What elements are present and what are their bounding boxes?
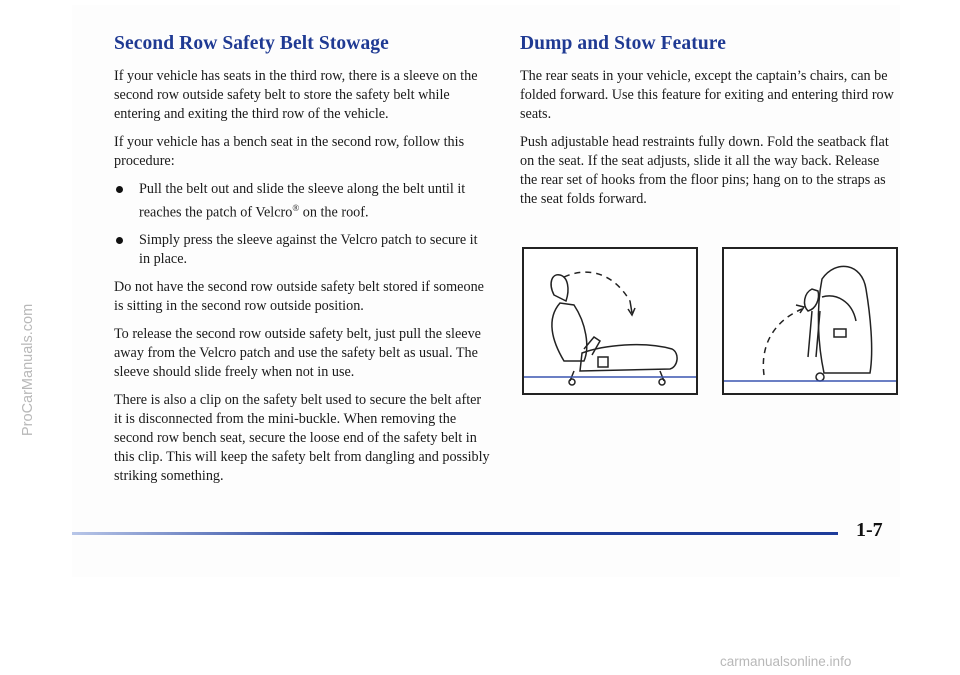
paragraph: Do not have the second row outside safety belt stored if someone is sitting in the second row outside position. xyxy=(114,278,484,314)
paragraph: If your vehicle has seats in the third row, there is a sleeve on the second row outside safety belt to store the safety belt while entering and exiting the third row of the vehicle. xyxy=(114,68,478,122)
footer-rule xyxy=(72,532,838,535)
bullet-text: Pull the belt out and slide the sleeve along the belt until it reaches the patch of Velcro xyxy=(139,181,466,221)
seat-upright-icon xyxy=(524,249,696,393)
paragraph: There is also a clip on the safety belt used to secure the belt after it is disconnected from the mini-buckle. When removing the second row bench seat, secure the loose end of the safety belt in this clip. This will keep the safety belt from dangling and possibly striking something. xyxy=(114,391,490,484)
side-watermark: ProCarManuals.com xyxy=(20,303,36,437)
registered-mark: ® xyxy=(292,203,300,213)
paragraph: Push adjustable head restraints fully down. Fold the seatback flat on the seat. If the seat adjusts, slide it all the way back. Release the rear set of hooks from the floor pins; hang on to the straps as the seat folds forward. xyxy=(520,134,889,207)
right-column xyxy=(520,33,900,218)
procedure-list xyxy=(114,180,492,269)
paragraph: To release the second row outside safety belt, just pull the sleeve away from the Velcro patch and use the safety belt as usual. The sleeve should slide freely when not in use. xyxy=(114,325,481,380)
seat-folded-illustration xyxy=(722,247,898,395)
section-heading-belt-stowage: Second Row Safety Belt Stowage xyxy=(114,33,389,54)
seat-folded-icon xyxy=(724,249,896,393)
page-number: 1-7 xyxy=(856,519,883,541)
seat-folding-illustration xyxy=(522,247,698,395)
paragraph: The rear seats in your vehicle, except the captain’s chairs, can be folded forward. Use this feature for exiting and entering third row seats. xyxy=(520,68,894,122)
illustrations xyxy=(520,247,900,397)
list-item xyxy=(114,180,492,223)
bullet-icon xyxy=(116,186,123,193)
bullet-icon xyxy=(116,237,123,244)
bottom-watermark: carmanualsonline.info xyxy=(720,654,852,669)
list-item xyxy=(114,231,492,269)
section-heading-dump-and-stow: Dump and Stow Feature xyxy=(520,33,726,54)
paragraph: If your vehicle has a bench seat in the second row, follow this procedure: xyxy=(114,134,465,169)
bullet-text-end: on the roof. xyxy=(299,204,369,221)
left-column xyxy=(114,33,492,495)
manual-page xyxy=(72,5,900,577)
bullet-text: Simply press the sleeve against the Velcro patch to secure it in place. xyxy=(139,231,478,267)
